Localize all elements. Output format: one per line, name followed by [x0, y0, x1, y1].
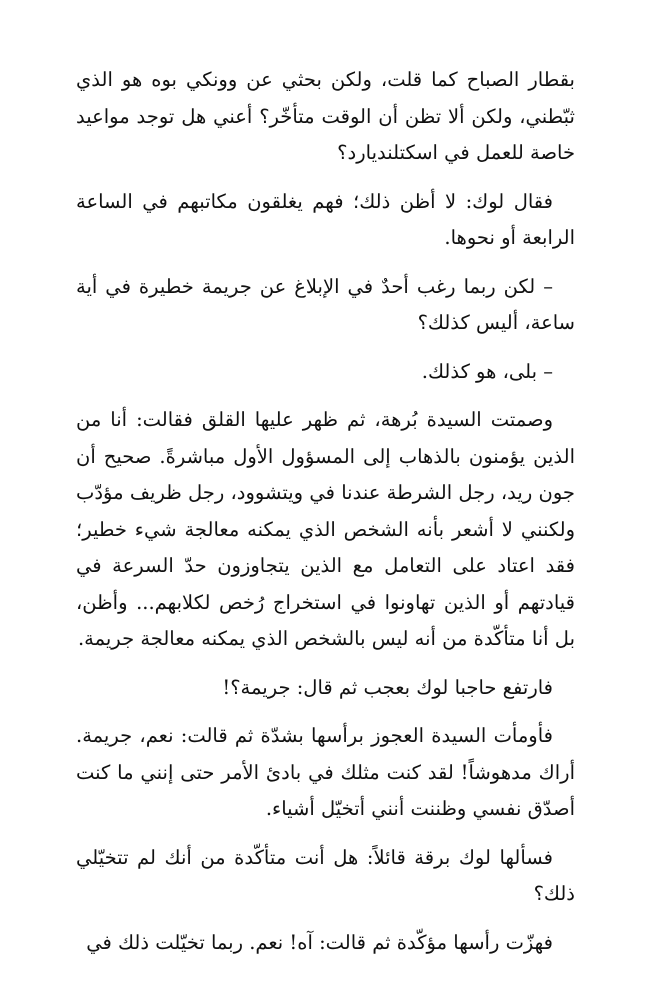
paragraph-4: – بلى، هو كذلك.	[421, 359, 553, 383]
paragraph-7: فأومأت السيدة العجوز برأسها بشدّة ثم قالت: نعم، جريمة. أراك مدهوشاً! لقد كنت مثلك في بادئ الأمر حتى إنني ما كنت أصدّق نفسي وظننت أنني أتخيّل أشياء.	[76, 724, 575, 820]
paragraph-3: – لكن ربما رغب أحدٌ في الإبلاغ عن جريمة خطيرة في أية ساعة، أليس كذلك؟	[76, 274, 575, 334]
paragraph-5: وصمتت السيدة بُرهة، ثم ظهر عليها القلق فقالت: أنا من الذين يؤمنون بالذهاب إلى المسؤول الأول مباشرةً. صحيح أن جون ريد، رجل الشرطة عندنا في ويتشوود، رجل ظريف مؤدّب ولكنني لا أشعر بأنه الشخص الذي يمكنه معالجة شيء خطير؛ فقد اعتاد على التعامل مع الذين يتجاوزون حدّ السرعة في قيادتهم أو الذين تهاونوا في استخراج رُخص لكلابهم... وأظن، بل أنا متأكّدة من أنه ليس بالشخص الذي يمكنه معالجة جريمة.	[76, 408, 575, 650]
book-page	[76, 62, 575, 1000]
paragraph-6: فارتفع حاجبا لوك بعجب ثم قال: جريمة؟!	[222, 675, 553, 699]
paragraph-9: فهزّت رأسها مؤكّدة ثم قالت: آه! نعم. ربما تخيّلت ذلك في	[86, 930, 553, 954]
paragraph-2: فقال لوك: لا أظن ذلك؛ فهم يغلقون مكاتبهم في الساعة الرابعة أو نحوها.	[76, 189, 575, 249]
paragraph-1: بقطار الصباح كما قلت، ولكن بحثي عن وونكي بوه هو الذي ثبّطني، ولكن ألا تظن أن الوقت متأخّر؟ أعني هل توجد مواعيد خاصة للعمل في اسكتلنديارد؟	[76, 68, 575, 164]
paragraph-8: فسألها لوك برقة قائلاً: هل أنت متأكّدة من أنك لم تتخيّلي ذلك؟	[76, 845, 575, 905]
